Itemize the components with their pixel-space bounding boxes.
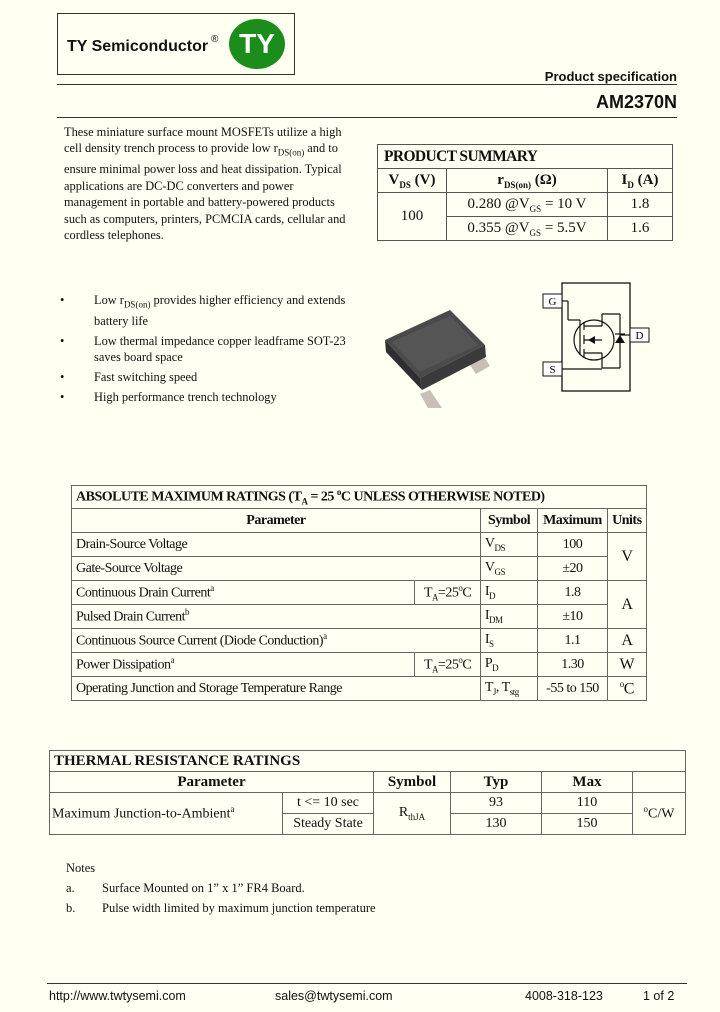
feature-text: provides higher efficiency and extends battery life [94,293,346,328]
max-cell: ±20 [538,557,607,581]
table-row [50,793,686,814]
table-row [72,581,647,605]
condition-cell: Steady State [283,814,374,835]
bullet: • [60,293,65,307]
table-row [72,653,647,677]
max-cell: ±10 [538,605,607,629]
symbol-cell: $P_D$ [480,653,537,677]
unit-cell: W [607,653,646,677]
condition-cell: t <= 10 sec [283,793,374,814]
bullet: • [60,333,65,348]
max-cell: 1.1 [538,629,607,653]
pin-g-label: G [548,296,557,308]
table-row [72,629,647,653]
pin-d-label: D [635,330,644,342]
note-text: Surface Mounted on 1” x 1” FR4 Board. [102,881,305,895]
header-units: Units [607,509,646,533]
header-parameter: Parameter [50,772,374,793]
pin-s-label: S [549,364,556,376]
logo-badge: TY [229,19,285,69]
bullet: • [60,370,65,385]
product-summary-table [377,144,673,241]
max-cell: 100 [538,533,607,557]
max-cell: 110 [542,793,633,814]
max-cell: 1.30 [538,653,607,677]
note-item [66,878,376,898]
note-text: Pulse width limited by maximum junction temperature [102,901,376,915]
param-cell: Continuous Drain Current$^a$ [72,581,415,605]
header-id: $I_D$ (A) [608,169,673,193]
param-cell: Pulsed Drain Current$^b$ [72,605,481,629]
feature-text: Low r [94,293,124,307]
feature-item [60,292,360,329]
condition-cell: $T_A=25^oC$ [415,653,480,677]
condition-cell: $T_A=25^oC$ [415,581,480,605]
description-text: and to ensure minimal power loss and heat dissipation. Typical applications are DC-DC converters and power management in portable and battery-powered products such as computers, printers, PCMCIA cards, cellular and cordless telephones. [64,141,346,242]
symbol-cell: $I_S$ [480,629,537,653]
feature-subscript: DS(on) [123,299,151,310]
arrow-icon [588,336,595,344]
note-key: a. [66,881,75,895]
max-cell: 1.8 [538,581,607,605]
header-parameter: Parameter [72,509,481,533]
param-cell: Operating Junction and Storage Temperature Range [72,677,481,701]
feature-item [60,369,360,385]
unit-cell: V [607,533,646,581]
description [64,124,354,243]
max-cell: 150 [542,814,633,835]
header-maximum: Maximum [538,509,607,533]
rds-condition: 0.355 $@V_{GS} = 5.5V$ [447,217,608,241]
rds-subscript: DS(on) [277,147,305,158]
feature-text: High performance trench technology [94,390,277,404]
header-rule [57,84,677,85]
param-cell: Power Dissipation$^a$ [72,653,415,677]
mosfet-schematic [540,280,655,395]
footer-email[interactable]: sales@twtysemi.com [275,989,393,1003]
param-cell: Drain-Source Voltage [72,533,481,557]
symbol-cell: $I_D$ [480,581,537,605]
header-max: Max [542,772,633,793]
vds-value: 100 [378,193,447,241]
note-key: b. [66,901,76,915]
feature-list [60,292,360,409]
unit-cell: $^o$C/W [633,793,686,835]
absolute-max-ratings-table [71,485,647,701]
unit-cell: A [607,629,646,653]
symbol-cell: $T_J$, $T_{stg}$ [480,677,537,701]
typ-cell: 93 [451,793,542,814]
unit-cell: A [607,581,646,629]
param-cell: Gate-Source Voltage [72,557,481,581]
feature-text: Low thermal impedance copper leadframe SOT-23 saves board space [94,333,346,365]
product-summary-title: PRODUCT SUMMARY [378,145,673,169]
symbol-cell: $V_{DS}$ [480,533,537,557]
page-number: 1 of 2 [643,989,675,1003]
header-rule [57,117,677,118]
rds-condition: 0.280 $@V_{GS} = 10$ V [447,193,608,217]
brand-name: TY Semiconductor [67,38,209,55]
package-lead [420,390,442,408]
bullet: • [60,390,65,404]
part-number: AM2370N [595,92,677,112]
diode-icon [615,335,625,343]
footer-url[interactable]: http://www.twtysemi.com [49,989,186,1003]
header-symbol: Symbol [374,772,451,793]
table-row [72,533,647,557]
header-symbol: Symbol [480,509,537,533]
table-row [72,605,647,629]
unit-cell: $^o$C [607,677,646,701]
description-text: These miniature surface mount MOSFETs utilize a high cell density trench process to provide low [64,125,342,156]
note-item [66,898,376,918]
header-typ: Typ [451,772,542,793]
thermal-title: THERMAL RESISTANCE RATINGS [50,751,686,772]
table-row [72,557,647,581]
header-rds: $r_{DS(on)}$ (Ω) [447,169,608,193]
symbol-cell: $V_{GS}$ [480,557,537,581]
feature-text: Fast switching speed [94,370,198,385]
thermal-resistance-table [49,750,686,835]
footer-rule [47,983,687,984]
header-vds: $V_{DS}$ (V) [378,169,447,193]
mosfet-symbol [562,301,630,369]
param-cell: Continuous Source Current (Diode Conduction)$^a$ [72,629,481,653]
abs-max-title: ABSOLUTE MAXIMUM RATINGS ($T_A = 25$ $^o$C UNLESS OTHERWISE NOTED) [72,486,647,509]
doc-type: Product specification [544,69,677,84]
max-cell: -55 to 150 [538,677,607,701]
table-row [72,677,647,701]
typ-cell: 130 [451,814,542,835]
sot23-package-image [380,290,500,410]
notes-title: Notes [66,861,96,875]
notes [66,858,376,918]
registered-mark: ® [211,34,219,45]
feature-item [60,333,360,366]
id-value: 1.6 [608,217,673,241]
rds-symbol: r [273,141,278,156]
param-cell: Maximum Junction-to-Ambient$^a$ [50,793,283,835]
symbol-cell: $I_{DM}$ [480,605,537,629]
id-value: 1.8 [608,193,673,217]
feature-item [60,389,360,405]
footer-phone: 4008-318-123 [525,989,603,1003]
symbol-cell: $R_{thJA}$ [374,793,451,835]
